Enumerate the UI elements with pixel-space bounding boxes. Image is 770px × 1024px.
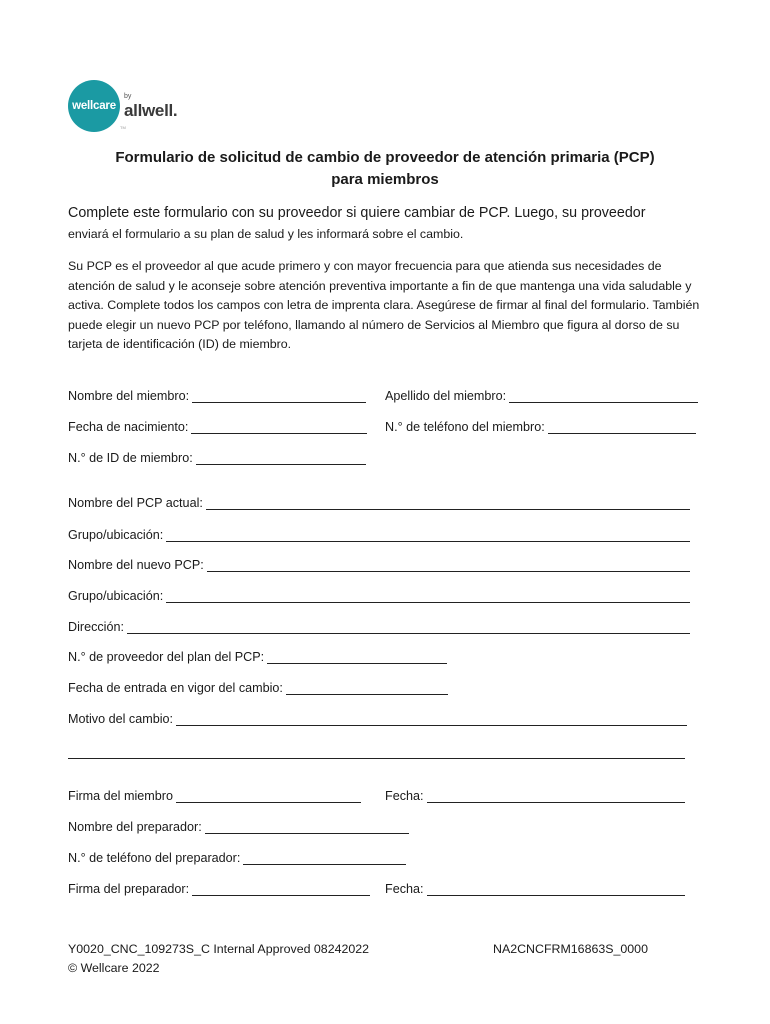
group-location-2-field[interactable]	[68, 589, 690, 603]
new-pcp-field[interactable]	[68, 558, 690, 572]
group-location-1-line[interactable]	[166, 528, 690, 542]
instructions-paragraph: Su PCP es el proveedor al que acude primero y con mayor frecuencia para que atienda sus necesidades de atención de salud y le aconseje sobre atención preventiva importante a fin de que mantenga una vida saludable y activa. Complete todos los campos con letra de imprenta clara. Asegúrese de firmar al final del formulario. También puede elegir un nuevo PCP por teléfono, llamando al número de Servicios al Miembro que figura al dorso de su tarjeta de identificación (ID) de miembro.	[68, 259, 700, 352]
preparer-signature-label: Firma del preparador:	[68, 882, 190, 896]
effective-date-field[interactable]	[68, 681, 448, 695]
wellcare-allwell-logo	[68, 80, 218, 135]
date-2-field[interactable]	[385, 882, 685, 896]
effective-date-line[interactable]	[286, 681, 448, 695]
address-label: Dirección:	[68, 620, 124, 634]
member-id-field[interactable]	[68, 451, 366, 465]
reason-continuation-field[interactable]	[68, 745, 685, 759]
preparer-phone-field[interactable]	[68, 851, 406, 865]
current-pcp-line[interactable]	[206, 496, 690, 510]
member-id-line[interactable]	[196, 451, 366, 465]
preparer-name-line[interactable]	[205, 820, 409, 834]
preparer-phone-line[interactable]	[243, 851, 406, 865]
member-id-label: N.° de ID de miembro:	[68, 451, 193, 465]
footer-form-id: NA2CNCFRM16863S_0000	[493, 942, 648, 956]
new-pcp-label: Nombre del nuevo PCP:	[68, 558, 204, 572]
allwell-logo-text: allwell.	[124, 101, 178, 120]
group-location-1-label: Grupo/ubicación:	[68, 528, 164, 542]
member-first-name-line[interactable]	[192, 389, 366, 403]
effective-date-label: Fecha de entrada en vigor del cambio:	[68, 681, 283, 695]
member-phone-line[interactable]	[548, 420, 696, 434]
pcp-provider-number-line[interactable]	[267, 650, 447, 664]
birth-date-line[interactable]	[191, 420, 367, 434]
new-pcp-line[interactable]	[207, 558, 690, 572]
date-1-field[interactable]	[385, 789, 685, 803]
footer-copyright: © Wellcare 2022	[68, 961, 160, 975]
address-field[interactable]	[68, 620, 690, 634]
group-location-2-label: Grupo/ubicación:	[68, 589, 164, 603]
reason-continuation-line[interactable]	[68, 745, 685, 759]
reason-field[interactable]	[68, 712, 687, 726]
date-2-line[interactable]	[427, 882, 685, 896]
date-1-line[interactable]	[427, 789, 685, 803]
member-last-name-line[interactable]	[509, 389, 698, 403]
current-pcp-field[interactable]	[68, 496, 690, 510]
member-last-name-field[interactable]	[385, 389, 698, 403]
preparer-name-field[interactable]	[68, 820, 409, 834]
member-last-name-label: Apellido del miembro:	[385, 389, 507, 403]
member-first-name-label: Nombre del miembro:	[68, 389, 190, 403]
logo-trademark: TM	[120, 125, 126, 130]
member-signature-label: Firma del miembro	[68, 789, 173, 803]
date-1-label: Fecha:	[385, 789, 424, 803]
address-line[interactable]	[127, 620, 690, 634]
preparer-phone-label: N.° de teléfono del preparador:	[68, 851, 241, 865]
member-signature-line[interactable]	[176, 789, 361, 803]
reason-label: Motivo del cambio:	[68, 712, 173, 726]
birth-date-field[interactable]	[68, 420, 367, 434]
current-pcp-label: Nombre del PCP actual:	[68, 496, 203, 510]
intro-line-2: enviará el formulario a su plan de salud y les informará sobre el cambio.	[68, 227, 464, 241]
footer-left	[68, 940, 369, 978]
reason-line[interactable]	[176, 712, 687, 726]
logo-by-text: by	[124, 93, 132, 100]
date-2-label: Fecha:	[385, 882, 424, 896]
pcp-provider-number-field[interactable]	[68, 650, 447, 664]
group-location-1-field[interactable]	[68, 528, 690, 542]
intro-line-1: Complete este formulario con su proveedor si quiere cambiar de PCP. Luego, su proveedor	[68, 205, 646, 221]
form-title-line-2: para miembros	[331, 171, 439, 188]
member-phone-label: N.° de teléfono del miembro:	[385, 420, 545, 434]
birth-date-label: Fecha de nacimiento:	[68, 420, 189, 434]
group-location-2-line[interactable]	[166, 589, 690, 603]
form-title-line-1: Formulario de solicitud de cambio de proveedor de atención primaria (PCP)	[115, 149, 655, 166]
footer-approval-code: Y0020_CNC_109273S_C Internal Approved 08242022	[68, 942, 370, 956]
wellcare-logo-circle: wellcare	[68, 80, 120, 132]
pcp-provider-number-label: N.° de proveedor del plan del PCP:	[68, 650, 265, 664]
member-phone-field[interactable]	[385, 420, 696, 434]
form-title	[60, 147, 710, 191]
member-first-name-field[interactable]	[68, 389, 366, 403]
member-signature-field[interactable]	[68, 789, 361, 803]
preparer-name-label: Nombre del preparador:	[68, 820, 202, 834]
preparer-signature-line[interactable]	[192, 882, 370, 896]
preparer-signature-field[interactable]	[68, 882, 370, 896]
